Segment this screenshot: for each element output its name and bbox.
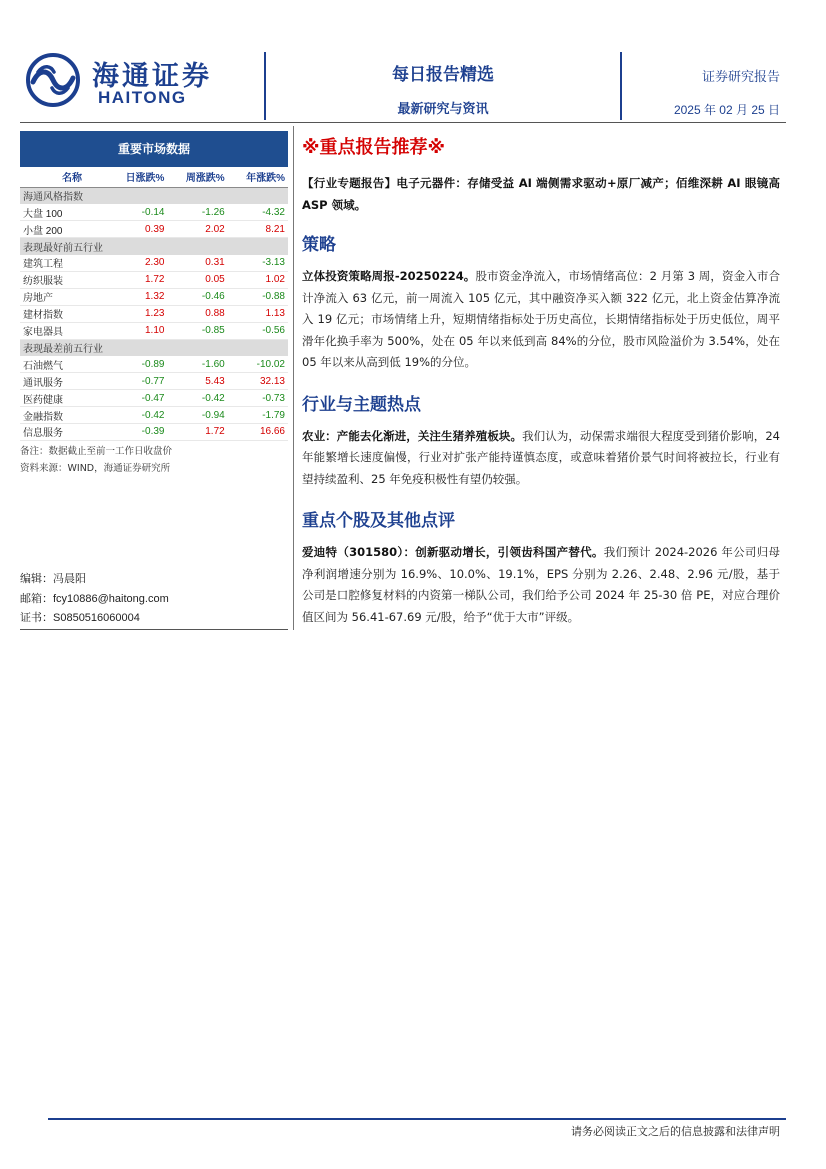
- industry-paragraph: [302, 426, 780, 491]
- group-label: 表现最差前五行业: [20, 339, 288, 356]
- featured-heading: ※重点报告推荐※: [302, 137, 445, 158]
- featured-paragraph: [302, 173, 780, 216]
- data-note: 备注：数据截止至前一工作日收盘价: [20, 445, 173, 457]
- market-data-title: 重要市场数据: [20, 131, 288, 167]
- table-notes: [20, 443, 288, 477]
- cell-year: -10.02: [228, 356, 288, 373]
- featured-lead: 【行业专题报告】电子元器件：存储受益 AI 端侧需求驱动+原厂减产；佰维深耕 AI 眼镜高 ASP 领域。: [302, 176, 780, 212]
- cell-year: -0.73: [228, 390, 288, 407]
- cell-year: -3.13: [228, 255, 288, 272]
- cell-year: 1.13: [228, 305, 288, 322]
- col-day: 日涨跌%: [107, 167, 167, 187]
- cell-week: -0.85: [167, 322, 227, 339]
- table-row: [20, 423, 288, 440]
- cell-day: 1.32: [107, 288, 167, 305]
- strategy-heading: 策略: [302, 235, 336, 255]
- header-rule: [20, 122, 786, 123]
- header-divider-left: [264, 52, 266, 120]
- author-rule: [20, 629, 288, 630]
- cell-name: 小盘 200: [20, 221, 107, 238]
- main-content: [302, 131, 780, 636]
- stocks-body: 我们预计 2024-2026 年公司归母净利润增速分别为 16.9%、10.0%、19.1%，EPS 分别为 2.26、2.48、2.96 元/股，基于公司是口腔修复材料的内资第一梯队公司，我们给予公司 2024 年 25-30 倍 PE，对应合理价值区间为 56.41-67.69 元/股，给予“优于大市”评级。: [302, 545, 780, 624]
- table-row: [20, 322, 288, 339]
- cell-day: -0.42: [107, 407, 167, 424]
- editor-email: 邮箱：fcy10886@haitong.com: [20, 592, 169, 605]
- strategy-paragraph: [302, 266, 780, 374]
- cell-week: 1.72: [167, 423, 227, 440]
- stocks-paragraph: [302, 542, 780, 628]
- cell-week: 2.02: [167, 221, 227, 238]
- table-row: [20, 255, 288, 272]
- strategy-body: 股市资金净流入，市场情绪高位：2 月第 3 周，资金入市合计净流入 63 亿元，前一周流入 105 亿元，其中融资净买入额 322 亿元，北上资金估算净流入 19 亿元；市场情绪上升，短期情绪指标处于历史高位，长期情绪指标处于历史低位，周平滑年化换手率为 500%，处在 05 年以来低到高 84%的分位，股市风险溢价为 3.54%，处在 05 年以来从高到低 19%的分位。: [302, 269, 780, 369]
- cell-day: -0.47: [107, 390, 167, 407]
- cell-day: 1.23: [107, 305, 167, 322]
- cell-name: 信息服务: [20, 423, 107, 440]
- cell-name: 金融指数: [20, 407, 107, 424]
- footer-disclaimer: 请务必阅读正文之后的信息披露和法律声明: [571, 1125, 780, 1138]
- cell-name: 纺织服装: [20, 271, 107, 288]
- editor-license: 证书：S0850516060004: [20, 612, 140, 624]
- report-type: 证券研究报告: [701, 70, 780, 85]
- table-row: [20, 305, 288, 322]
- cell-year: -4.32: [228, 204, 288, 221]
- market-data-table: [20, 167, 288, 441]
- table-row: [20, 407, 288, 424]
- table-row: [20, 221, 288, 238]
- cell-week: -1.60: [167, 356, 227, 373]
- report-subtitle: 最新研究与资讯: [397, 102, 489, 117]
- cell-name: 大盘 100: [20, 204, 107, 221]
- cell-week: 5.43: [167, 373, 227, 390]
- haitong-wave-logo-icon: [24, 52, 82, 108]
- stocks-heading: 重点个股及其他点评: [302, 511, 455, 531]
- col-name: 名称: [20, 167, 107, 187]
- cell-day: 0.39: [107, 221, 167, 238]
- table-row: [20, 271, 288, 288]
- logo-english-name: HAITONG: [98, 88, 187, 107]
- market-data-panel: [20, 131, 288, 477]
- table-row: [20, 288, 288, 305]
- cell-day: -0.39: [107, 423, 167, 440]
- stocks-lead: 爱迪特（301580）：创新驱动增长，引领齿科国产替代。: [302, 545, 604, 559]
- cell-day: 2.30: [107, 255, 167, 272]
- strategy-lead: 立体投资策略周报-20250224。: [302, 269, 476, 283]
- cell-year: -0.88: [228, 288, 288, 305]
- cell-name: 建材指数: [20, 305, 107, 322]
- col-week: 周涨跌%: [167, 167, 227, 187]
- table-group-row: [20, 187, 288, 204]
- cell-name: 石油燃气: [20, 356, 107, 373]
- cell-week: -0.42: [167, 390, 227, 407]
- cell-day: -0.77: [107, 373, 167, 390]
- table-group-row: [20, 238, 288, 255]
- market-data-body: [20, 187, 288, 440]
- table-row: [20, 356, 288, 373]
- header-divider-right: [620, 52, 622, 120]
- cell-day: -0.89: [107, 356, 167, 373]
- table-row: [20, 373, 288, 390]
- cell-day: -0.14: [107, 204, 167, 221]
- editor: 编辑：冯晨阳: [20, 573, 86, 585]
- data-source: 资料来源：WIND，海通证券研究所: [20, 462, 171, 474]
- cell-week: 0.05: [167, 271, 227, 288]
- report-date: 2025 年 02 月 25 日: [673, 103, 780, 117]
- col-year: 年涨跌%: [228, 167, 288, 187]
- cell-day: 1.10: [107, 322, 167, 339]
- cell-year: 32.13: [228, 373, 288, 390]
- cell-year: 1.02: [228, 271, 288, 288]
- cell-week: -0.46: [167, 288, 227, 305]
- cell-year: -0.56: [228, 322, 288, 339]
- group-label: 表现最好前五行业: [20, 238, 288, 255]
- group-label: 海通风格指数: [20, 187, 288, 204]
- cell-week: -1.26: [167, 204, 227, 221]
- cell-name: 房地产: [20, 288, 107, 305]
- cell-year: 8.21: [228, 221, 288, 238]
- footer-rule: [48, 1118, 786, 1120]
- column-separator: [293, 126, 294, 630]
- table-header-row: [20, 167, 288, 187]
- table-group-row: [20, 339, 288, 356]
- cell-week: 0.88: [167, 305, 227, 322]
- table-row: [20, 204, 288, 221]
- cell-name: 建筑工程: [20, 255, 107, 272]
- cell-week: 0.31: [167, 255, 227, 272]
- report-title: 每日报告精选: [392, 65, 494, 85]
- cell-name: 通讯服务: [20, 373, 107, 390]
- table-row: [20, 390, 288, 407]
- industry-heading: 行业与主题热点: [302, 394, 421, 415]
- cell-day: 1.72: [107, 271, 167, 288]
- logo-chinese-name: 海通证券: [92, 61, 212, 92]
- cell-name: 医药健康: [20, 390, 107, 407]
- author-info: [20, 570, 169, 629]
- industry-body: 我们认为，动保需求端很大程度受到猪价影响，24 年能繁增长速度偏慢，行业对扩张产能持谨慎态度，或意味着猪价景气时间将被拉长，行业有望持续盈利、25 年免疫积极性有望仍较强。: [302, 428, 780, 486]
- cell-year: -1.79: [228, 407, 288, 424]
- cell-week: -0.94: [167, 407, 227, 424]
- haitong-logo: [24, 52, 256, 108]
- cell-year: 16.66: [228, 423, 288, 440]
- cell-name: 家电器具: [20, 322, 107, 339]
- industry-lead: 农业：产能去化渐进，关注生猪养殖板块。: [302, 428, 523, 443]
